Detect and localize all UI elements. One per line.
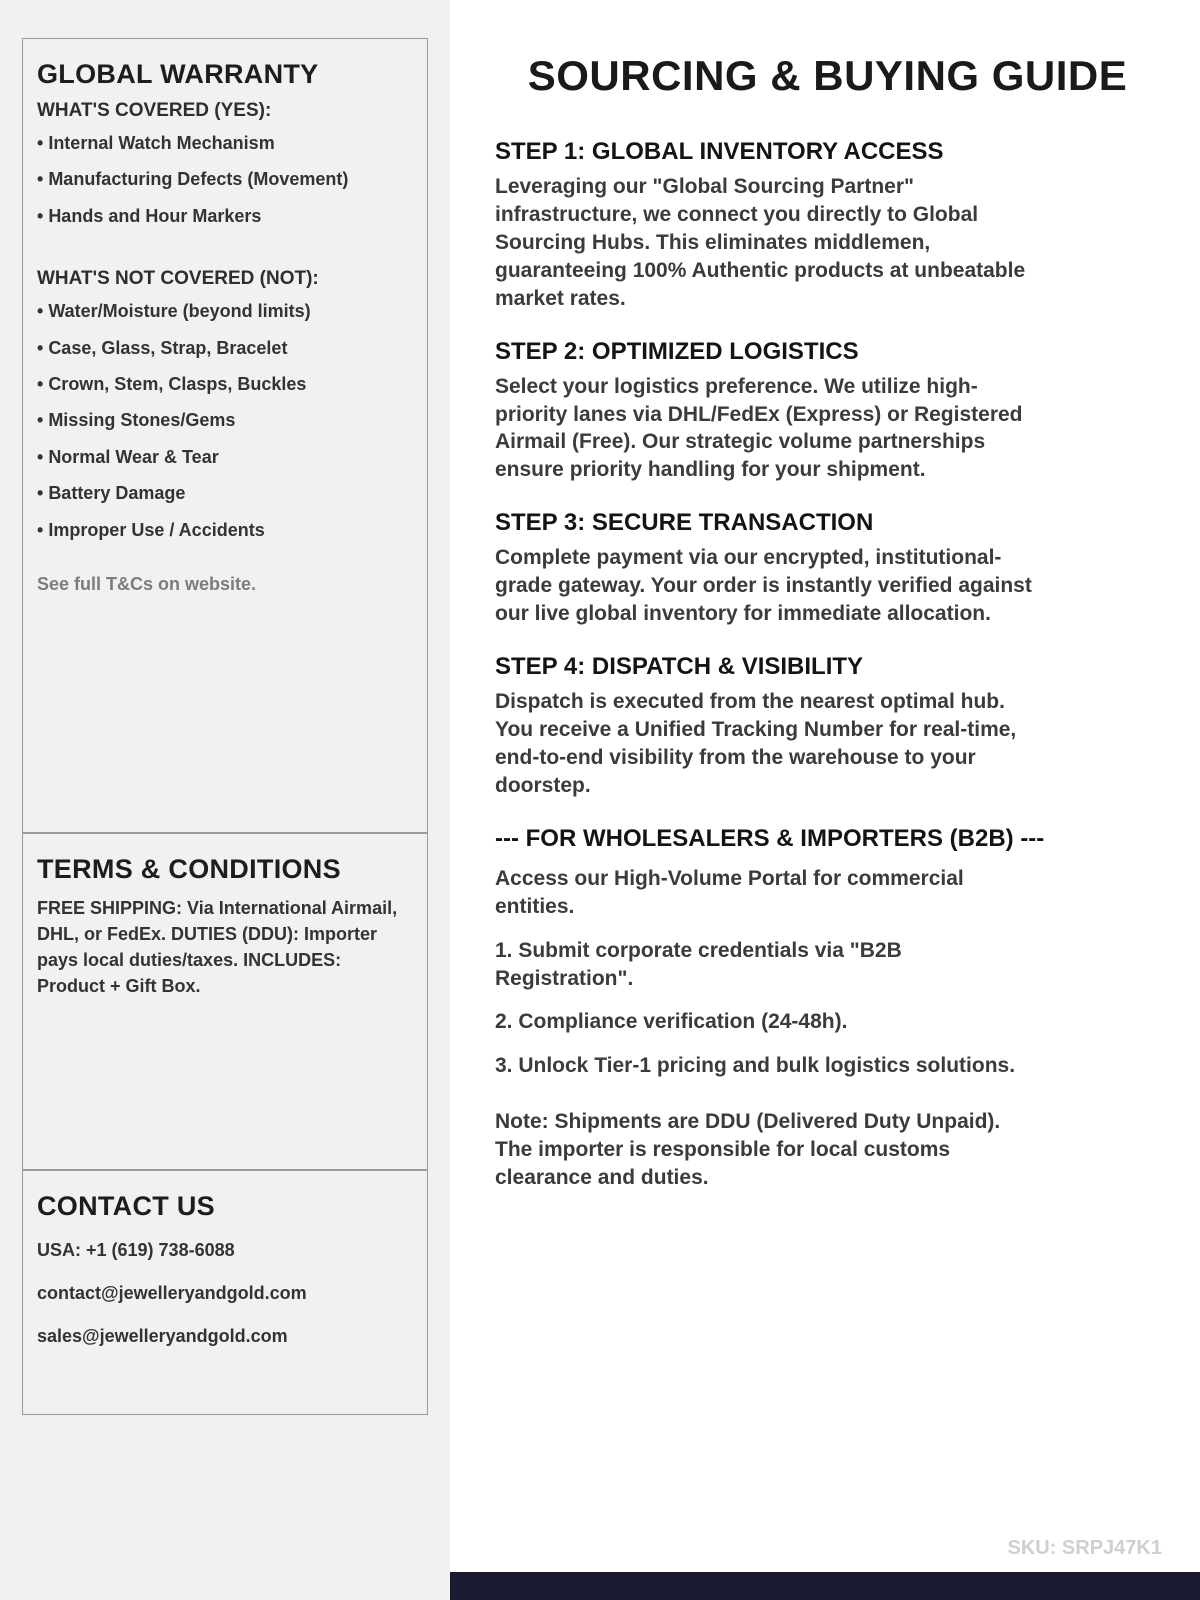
list-item: • Battery Damage [37,482,413,505]
terms-title: TERMS & CONDITIONS [37,854,341,884]
contact-phone: USA: +1 (619) 738-6088 [37,1240,235,1260]
not-covered-heading: WHAT'S NOT COVERED (NOT): [37,268,319,290]
step-section-1 [495,138,1160,313]
not-covered-list [37,300,413,542]
b2b-intro: Access our High-Volume Portal for commercial entities. [495,866,964,918]
list-item: • Crown, Stem, Clasps, Buckles [37,373,413,396]
list-item: • Manufacturing Defects (Movement) [37,168,413,191]
step-section-3 [495,509,1160,628]
terms-body: FREE SHIPPING: Via International Airmail, DHL, or FedEx. DUTIES (DDU): Importer pays local duties/taxes. INCLUDES: Product + Gift Box. [37,898,398,997]
list-item: • Normal Wear & Tear [37,446,413,469]
contact-title: CONTACT US [37,1191,215,1221]
sku-label: SKU: SRPJ47K1 [1007,1537,1162,1559]
step-body: Select your logistics preference. We utilize high-priority lanes via DHL/FedEx (Express) or Registered Airmail (Free). Our strategic volume partnerships ensure priority handling for your shipment. [495,374,1023,482]
list-item: • Missing Stones/Gems [37,409,413,432]
sidebar [0,0,450,1600]
list-item: • Improper Use / Accidents [37,519,413,542]
b2b-item: 1. Submit corporate credentials via "B2B Registration". [495,938,902,990]
list-item: • Internal Watch Mechanism [37,132,413,155]
main-content [450,0,1200,1600]
b2b-item: 2. Compliance verification (24-48h). [495,1010,848,1034]
b2b-section [495,825,1160,1192]
b2b-item: 3. Unlock Tier-1 pricing and bulk logistics solutions. [495,1054,1016,1078]
step-heading: STEP 1: GLOBAL INVENTORY ACCESS [495,138,944,165]
step-heading: STEP 3: SECURE TRANSACTION [495,509,874,537]
warranty-panel [22,38,428,833]
covered-heading: WHAT'S COVERED (YES): [37,100,272,121]
list-item: • Hands and Hour Markers [37,205,413,228]
warranty-footnote: See full T&Cs on website. [37,573,257,594]
covered-list [37,132,413,228]
step-body: Leveraging our "Global Sourcing Partner" infrastructure, we connect you directly to Global Sourcing Hubs. This eliminates middlemen, guaranteeing 100% Authentic products at unbeatable market rates. [495,175,1026,310]
contact-email-sales: sales@jewelleryandgold.com [37,1326,288,1346]
list-item: • Case, Glass, Strap, Bracelet [37,337,413,360]
b2b-heading: --- FOR WHOLESALERS & IMPORTERS (B2B) --- [495,824,1045,852]
terms-panel [22,833,428,1170]
contact-email-primary: contact@jewelleryandgold.com [37,1283,307,1303]
step-body: Complete payment via our encrypted, institutional-grade gateway. Your order is instantly verified against our live global inventory for immediate allocation. [495,546,1032,626]
footer-bar [450,1572,1200,1600]
guide-title: SOURCING & BUYING GUIDE [527,52,1128,99]
warranty-title: GLOBAL WARRANTY [37,59,319,89]
contact-panel [22,1170,428,1415]
step-body: Dispatch is executed from the nearest optimal hub. You receive a Unified Tracking Number for real-time, end-to-end visibility from the warehouse to your doorstep. [495,690,1017,797]
step-heading: STEP 4: DISPATCH & VISIBILITY [495,653,864,681]
step-section-4 [495,653,1160,800]
b2b-note: Note: Shipments are DDU (Delivered Duty Unpaid). The importer is responsible for local customs clearance and duties. [495,1110,1001,1190]
step-section-2 [495,338,1160,485]
step-heading: STEP 2: OPTIMIZED LOGISTICS [495,337,859,365]
list-item: • Water/Moisture (beyond limits) [37,300,413,323]
